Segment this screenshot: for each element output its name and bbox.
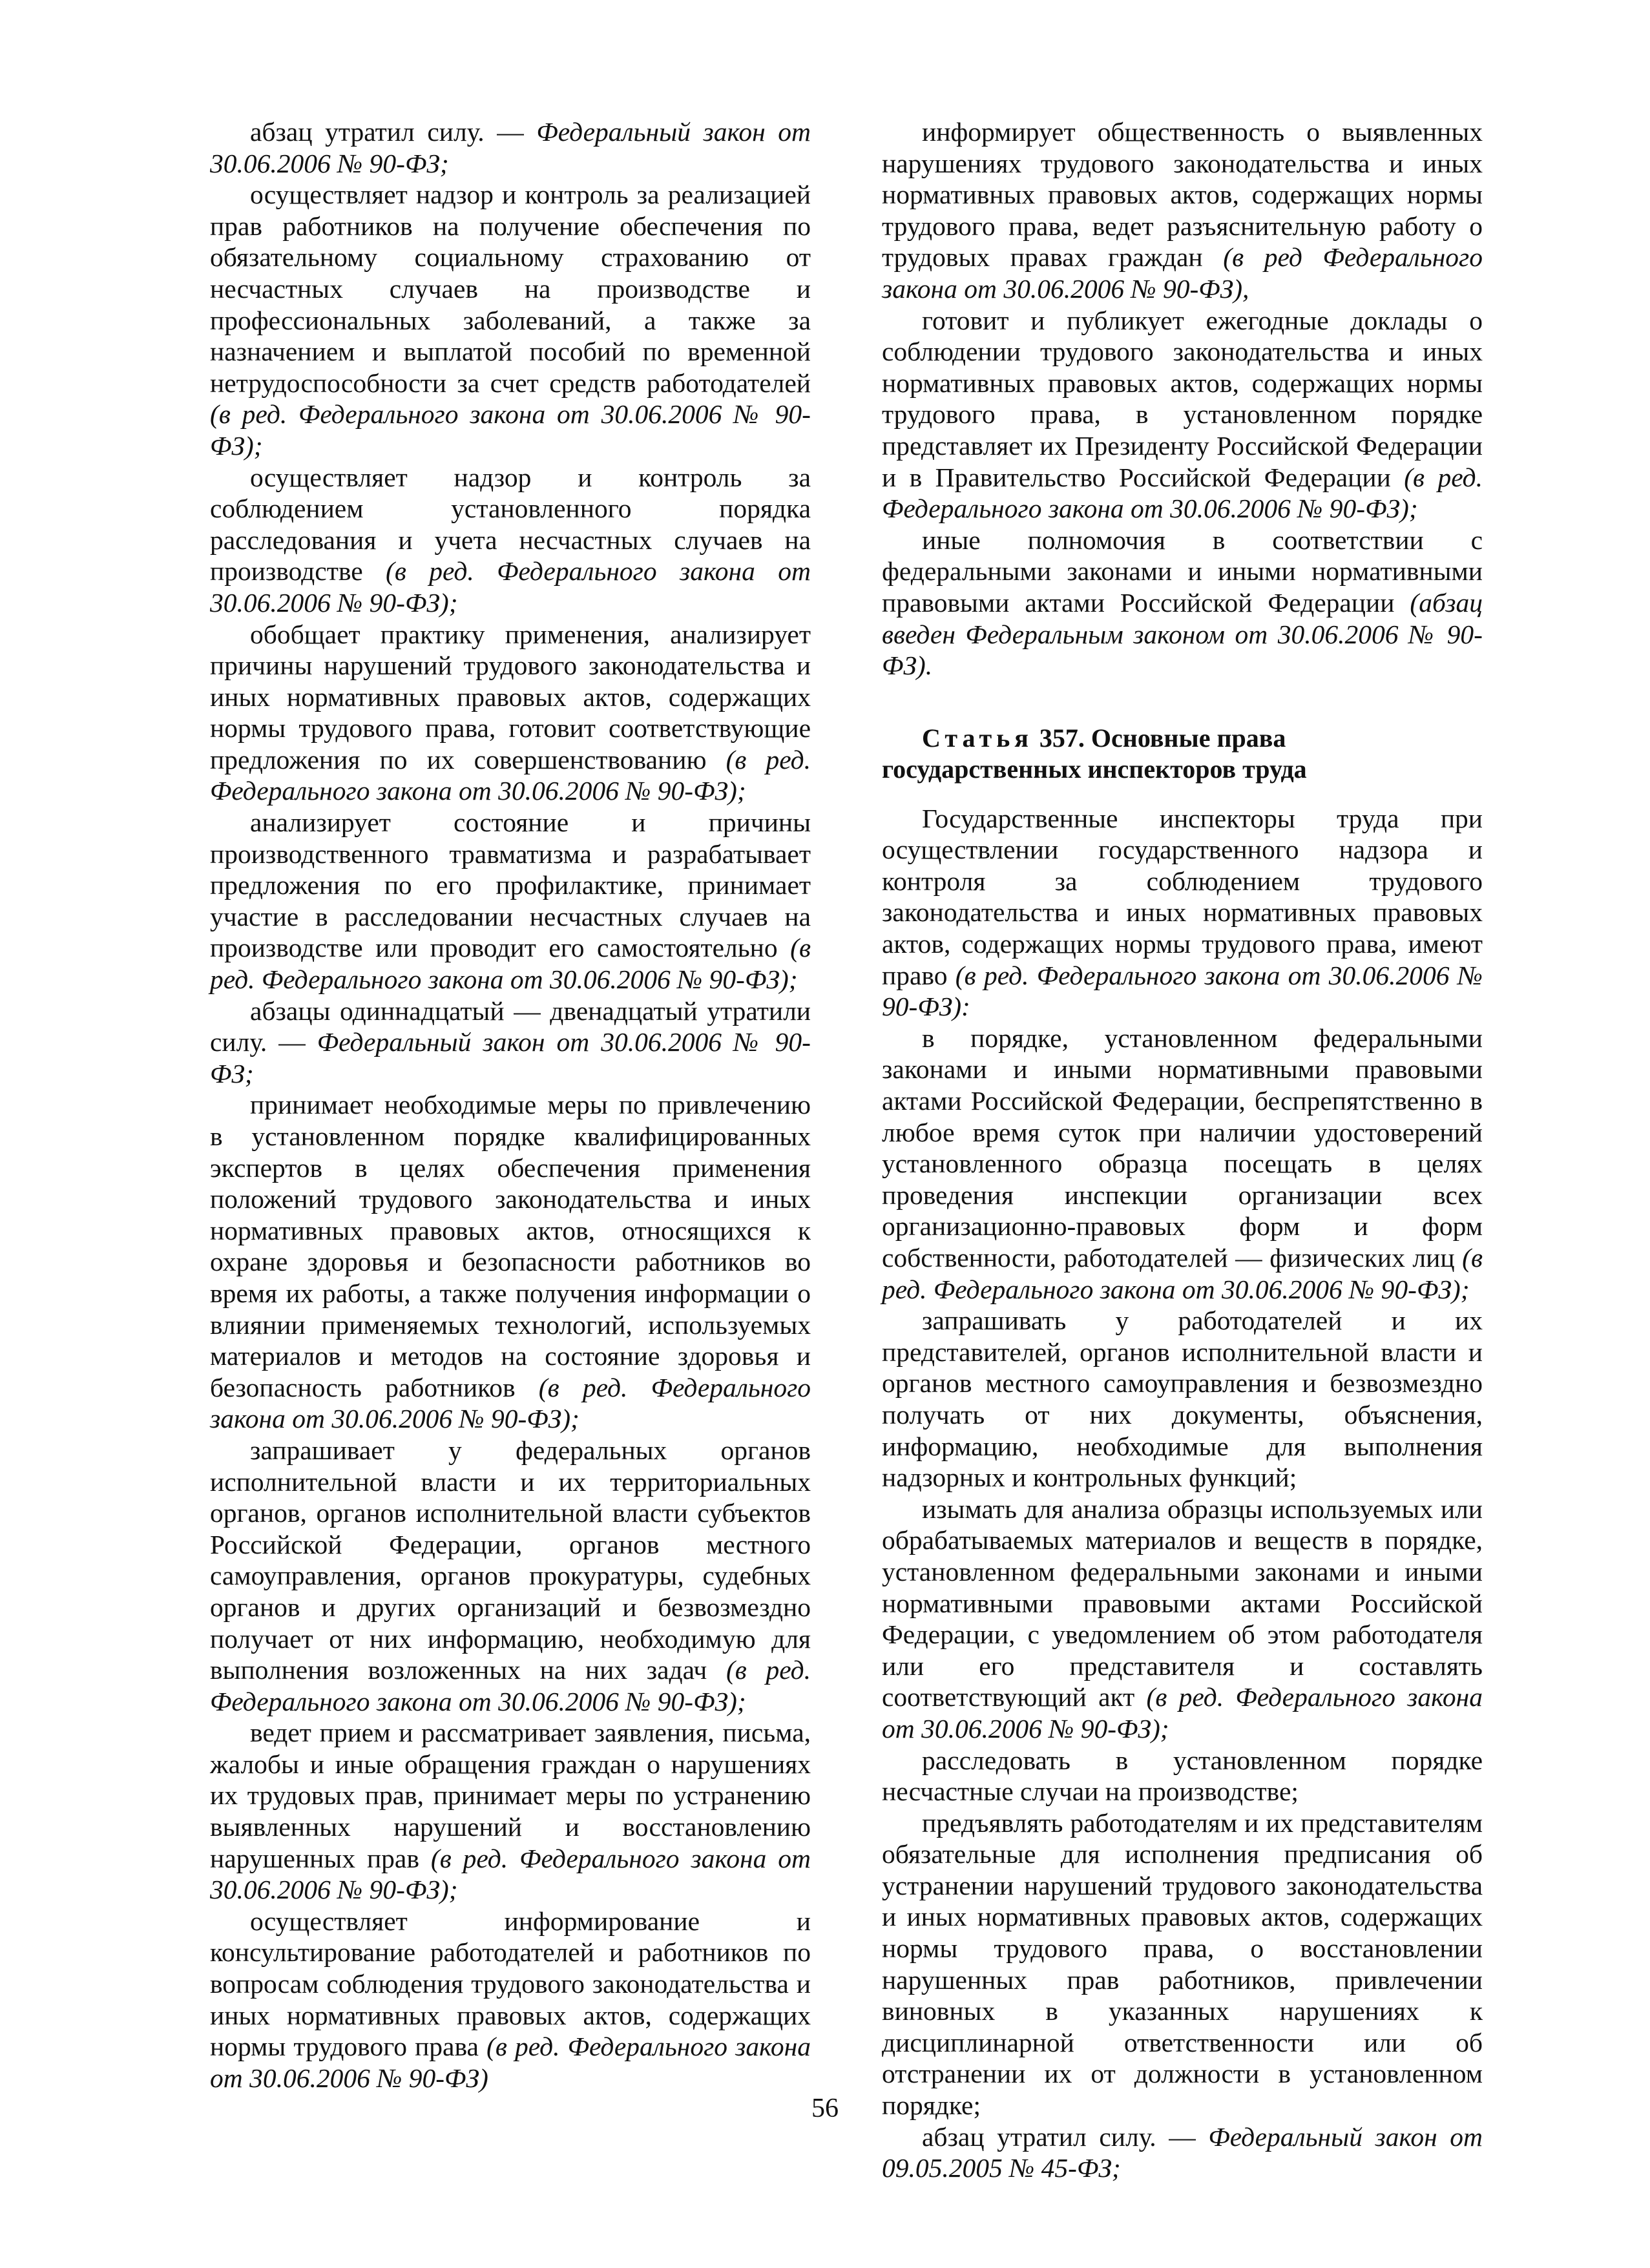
- paragraph: предъявлять работодателям и их представителям обязательные для исполнения предписания об устранении нарушений трудового законодательства и иных нормативных правовых актов, содержащих нормы трудового права, о восстановлении нарушенных прав работников, привлечении виновных в указанных нарушениях к дисциплинарной ответственности или об отстранении их от должности в установленном порядке;: [882, 1807, 1483, 2121]
- paragraph: абзац утратил силу. — Федеральный закон от 09.05.2005 № 45-ФЗ;: [882, 2121, 1483, 2183]
- article-word: Статья: [922, 723, 1033, 753]
- paragraph: иные полномочия в соответствии с федеральными законами и иными нормативными правовыми актами Российской Федерации (абзац введен Федеральным законом от 30.06.2006 № 90-ФЗ).: [882, 525, 1483, 681]
- paragraph: осуществляет информирование и консультирование работодателей и работников по вопросам соблюдения трудового законодательства и иных нормативных правовых актов, содержащих нормы трудового права (в ред. Федерального закона от 30.06.2006 № 90-ФЗ): [210, 1906, 811, 2093]
- paragraph: абзацы одиннадцатый — двенадцатый утратили силу. — Федеральный закон от 30.06.2006 № 90-ФЗ;: [210, 995, 811, 1088]
- paragraph: Государственные инспекторы труда при осуществлении государственного надзора и контроля за соблюдением трудового законодательства и иных нормативных правовых актов, содержащих нормы трудового права, имеют право (в ред. Федерального закона от 30.06.2006 № 90-ФЗ):: [882, 803, 1483, 1022]
- paragraph: запрашивать у работодателей и их представителей, органов исполнительной власти и органов местного самоуправления и безвозмездно получать от них документы, объяснения, информацию, необходимые для выполнения надзорных и контрольных функций;: [882, 1306, 1483, 1493]
- paragraph: запрашивает у федеральных органов исполнительной власти и их территориальных органов, органов исполнительной власти субъектов Российской Федерации, органов местного самоуправления, органов прокуратуры, судебных органов и других организаций и безвозмездно получает от них информацию, необходимую для выполнения возложенных на них задач (в ред. Федерального закона от 30.06.2006 № 90-ФЗ);: [210, 1435, 811, 1716]
- right-column: [882, 116, 1483, 2184]
- paragraph: ведет прием и рассматривает заявления, письма, жалобы и иные обращения граждан о нарушениях их трудовых прав, принимает меры по устранению выявленных нарушений и восстановлению нарушенных прав (в ред. Федерального закона от 30.06.2006 № 90-ФЗ);: [210, 1718, 811, 1905]
- paragraph: осуществляет надзор и контроль за реализацией прав работников на получение обеспечения по обязательному социальному страхованию от несчастных случаев на производстве и профессиональных заболеваний, а также за назначением и выплатой пособий по временной нетрудоспособности за счет средств работодателей (в ред. Федерального закона от 30.06.2006 № 90-ФЗ);: [210, 180, 811, 461]
- paragraph: принимает необходимые меры по привлечению в установленном порядке квалифицированных экспертов в целях обеспечения применения положений трудового законодательства и иных нормативных правовых актов, относящихся к охране здоровья и безопасности работников во время их работы, а также получения информации о влиянии применяемых технологий, используемых материалов и методов на состояние здоровья и безопасность работников (в ред. Федерального закона от 30.06.2006 № 90-ФЗ);: [210, 1090, 811, 1434]
- paragraph: абзац утратил силу. — Федеральный закон от 30.06.2006 № 90-ФЗ;: [210, 117, 811, 178]
- paragraph: информирует общественность о выявленных нарушениях трудового законодательства и иных нормативных правовых актов, содержащих нормы трудового права, ведет разъяснительную работу о трудовых правах граждан (в ред Федерального закона от 30.06.2006 № 90-ФЗ),: [882, 117, 1483, 304]
- paragraph: расследовать в установленном порядке несчастные случаи на производстве;: [882, 1745, 1483, 1807]
- paragraph: в порядке, установленном федеральными законами и иными нормативными правовыми актами Российской Федерации, беспрепятственно в любое время суток при наличии удостоверений установленного образца посещать в целях проведения инспекции организации всех организационно-правовых форм и форм собственности, работодателей — физических лиц (в ред. Федерального закона от 30.06.2006 № 90-ФЗ);: [882, 1023, 1483, 1304]
- article-heading: [882, 723, 1483, 785]
- left-column: [210, 116, 811, 2094]
- paragraph: анализирует состояние и причины производственного травматизма и разрабатывает предложения по его профилактике, принимает участие в расследовании несчастных случаев на производстве или проводит его самостоятельно (в ред. Федерального закона от 30.06.2006 № 90-ФЗ);: [210, 807, 811, 995]
- paragraph: обобщает практику применения, анализирует причины нарушений трудового законодательства и иных нормативных правовых актов, содержащих нормы трудового права, готовит соответствующие предложения по их совершенствованию (в ред. Федерального закона от 30.06.2006 № 90-ФЗ);: [210, 619, 811, 806]
- article-title: 357. Основные права государственных инспекторов труда: [882, 723, 1307, 784]
- page-number: 56: [811, 2094, 839, 2123]
- paragraph: изымать для анализа образцы используемых или обрабатываемых материалов и веществ в порядке, установленном федеральными законами и иными нормативными правовыми актами Российской Федерации, с уведомлением об этом работодателя или его представителя и составлять соответствующий акт (в ред. Федерального закона от 30.06.2006 № 90-ФЗ);: [882, 1493, 1483, 1743]
- paragraph: осуществляет надзор и контроль за соблюдением установленного порядка расследования и учета несчастных случаев на производстве (в ред. Федерального закона от 30.06.2006 № 90-ФЗ);: [210, 462, 811, 618]
- paragraph: готовит и публикует ежегодные доклады о соблюдении трудового законодательства и иных нормативных правовых актов, содержащих нормы трудового права, в установленном порядке представляет их Президенту Российской Федерации и в Правительство Российской Федерации (в ред. Федерального закона от 30.06.2006 № 90-ФЗ);: [882, 305, 1483, 524]
